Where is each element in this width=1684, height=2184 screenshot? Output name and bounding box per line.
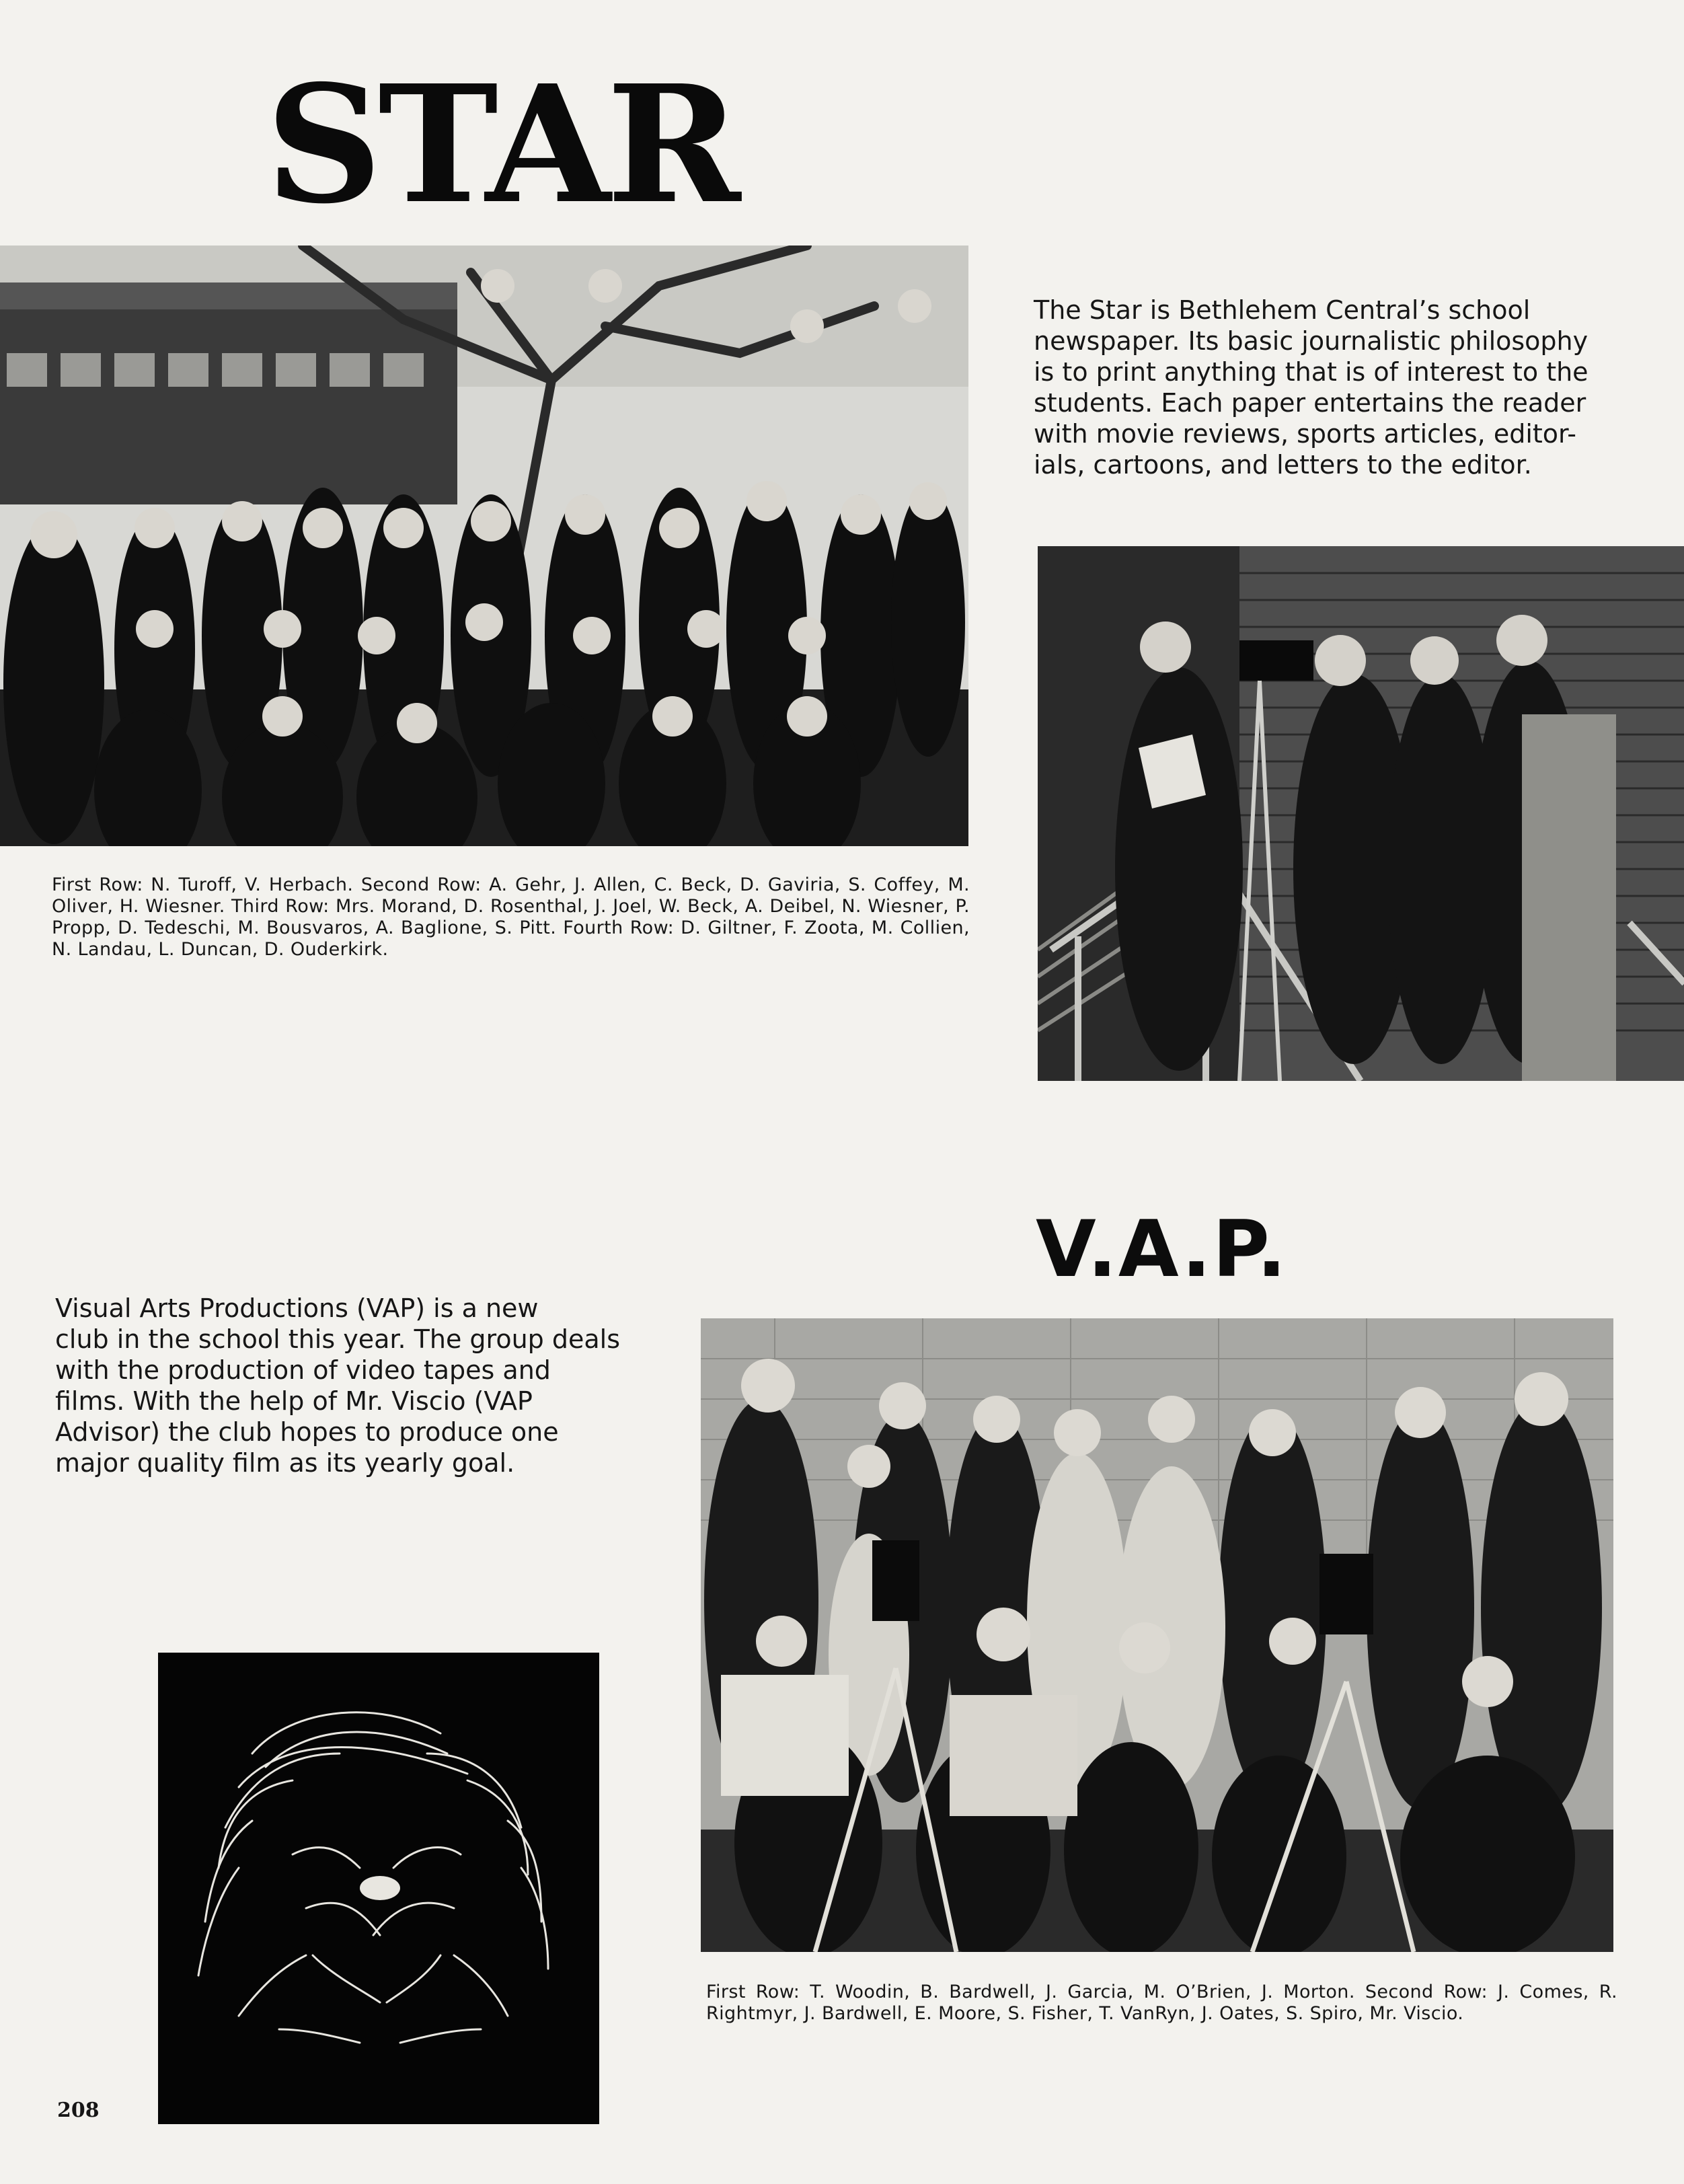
star-group-photo <box>0 246 968 846</box>
vap-description-line: films. With the help of Mr. Viscio (VAP <box>55 1386 533 1416</box>
star-photo-caption: First Row: N. Turoff, V. Herbach. Second Row: A. Gehr, J. Allen, C. Beck, D. Gaviria, S. Coffey, M. Oliver, H. Wiesner. Third Row: Mrs. Morand, D. Rosenthal, J. Joel, W. Beck, A. Deibel, N. Wiesner, P. Propp, D. Tedeschi, M. Bousvaros, A. Baglione, S. Pitt. Fourth Row: D. Giltner, F. Zoota, M. Collien, N. Landau, L. Duncan, D. Ouderkirk. <box>52 874 970 960</box>
vap-description-line: club in the school this year. The group deals <box>55 1324 621 1354</box>
vap-photo-caption: First Row: T. Woodin, B. Bardwell, J. Garcia, M. O’Brien, J. Morton. Second Row: J. Comes, R. Rightmyr, J. Bardwell, E. Moore, S. Fisher, T. VanRyn, J. Oates, S. Spiro, Mr. Viscio. <box>706 1982 1617 2024</box>
star-logo: STAR <box>266 50 737 239</box>
vap-description-line: with the production of video tapes and <box>55 1355 551 1385</box>
star-description-line: newspaper. Its basic journalistic philosophy <box>1034 326 1589 356</box>
star-description-line: ials, cartoons, and letters to the editor. <box>1034 450 1532 480</box>
page-number: 208 <box>57 2099 100 2122</box>
vap-description-line: Visual Arts Productions (VAP) is a new <box>55 1293 539 1323</box>
star-description-line: students. Each paper entertains the reader <box>1034 388 1586 418</box>
star-description-line: The Star is Bethlehem Central’s school <box>1034 295 1531 325</box>
vap-description-line: major quality film as its yearly goal. <box>55 1448 515 1478</box>
vap-description <box>55 1293 634 1478</box>
star-description <box>1034 295 1605 480</box>
video-camera-photo <box>1038 546 1684 1081</box>
vap-description-line: Advisor) the club hopes to produce one <box>55 1417 559 1447</box>
vap-title: V.A.P. <box>1036 1204 1288 1295</box>
star-description-line: with movie reviews, sports articles, editor- <box>1034 419 1576 449</box>
star-description-line: is to print anything that is of interest to the <box>1034 357 1589 387</box>
dog-artwork <box>158 1653 599 2124</box>
vap-group-photo <box>701 1318 1613 1952</box>
